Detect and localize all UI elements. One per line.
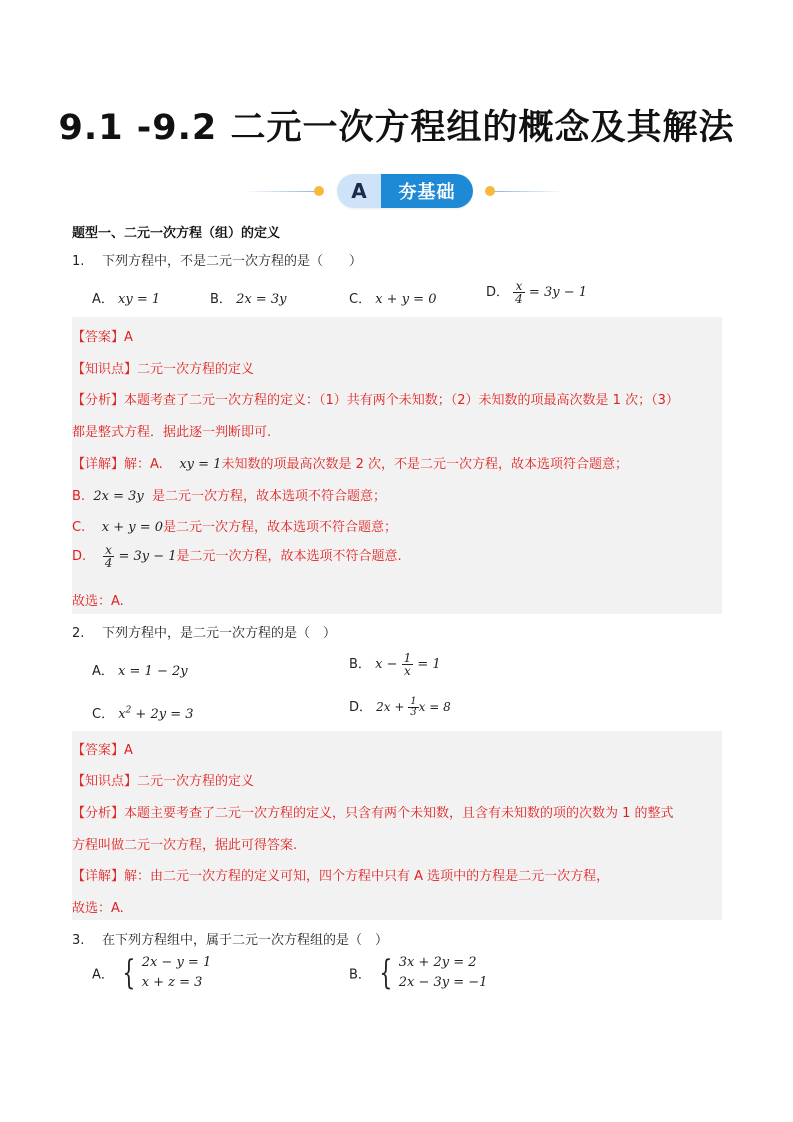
level-badge: A [337, 174, 381, 208]
detail-line-d [72, 544, 402, 569]
brace-icon: { [379, 953, 393, 993]
fraction-numerator: 1 [403, 651, 412, 665]
option-label: B． [210, 292, 232, 307]
q2-option-b [349, 652, 441, 677]
question-number: 1. [72, 254, 85, 269]
fraction [408, 697, 418, 718]
option-expr: 2x + [376, 700, 409, 714]
question-2 [72, 622, 336, 641]
question-1 [72, 250, 362, 269]
equation-system [118, 953, 211, 993]
option-expr: = 1 [413, 657, 441, 672]
page-title: 9.1 -9.2 二元一次方程组的概念及其解法 [58, 108, 735, 148]
analysis-line-2: 方程叫做二元一次方程，据此可得答案. [72, 838, 298, 853]
option-label: D． [349, 700, 373, 715]
q1-option-b [210, 288, 286, 307]
q1-answer-box [72, 317, 722, 614]
q1-option-c [349, 288, 436, 307]
banner-left-line [244, 191, 314, 192]
detail-label: B. [72, 489, 86, 504]
q1-option-a [92, 288, 160, 307]
fraction-denominator: 3 [410, 707, 417, 718]
question-stem: 在下列方程组中，属于二元一次方程组的是（ ） [102, 933, 389, 948]
q3-option-a [92, 953, 211, 993]
banner-left-dot [314, 186, 324, 196]
detail-text: 是二元一次方程，故本选项不符合题意； [151, 489, 386, 504]
option-expr: + 2y = 3 [131, 707, 194, 722]
detail-prefix: 【详解】解：A. [72, 457, 163, 472]
q2-answer-box [72, 731, 722, 920]
detail-label: D. [72, 549, 87, 564]
option-label: B． [349, 967, 371, 983]
detail-expr: x + y = 0 [101, 520, 164, 535]
system-lines [142, 953, 212, 993]
equation-system [375, 953, 487, 993]
option-expr: x [118, 707, 126, 722]
q2-option-a [92, 660, 188, 679]
fraction-numerator: 1 [410, 696, 417, 707]
option-label: D． [486, 285, 510, 300]
answer-line: 【答案】A [72, 330, 133, 345]
detail-text: 是二元一次方程，故本选项不符合题意. [176, 549, 402, 564]
option-label: A． [92, 292, 114, 307]
choice-line: 故选：A. [72, 901, 124, 916]
fraction [513, 280, 525, 305]
detail-expr: xy = 1 [179, 457, 222, 472]
knowledge-line: 【知识点】二元一次方程的定义 [72, 774, 255, 789]
brace-icon: { [122, 953, 136, 993]
knowledge-line: 【知识点】二元一次方程的定义 [72, 362, 255, 377]
option-expr: x + y = 0 [375, 292, 437, 307]
detail-expr: 2x = 3y [93, 489, 144, 504]
detail-expr: = 3y − 1 [114, 549, 177, 564]
banner-right-line [495, 191, 565, 192]
analysis-line-2: 都是整式方程．据此逐一判断即可. [72, 425, 272, 440]
option-expr: x − [375, 657, 402, 672]
fraction-denominator: 4 [104, 556, 113, 570]
option-label: B． [349, 657, 371, 672]
q2-option-c [92, 703, 194, 722]
level-pill [337, 174, 473, 208]
choice-line: 故选：A. [72, 594, 124, 609]
option-label: A． [92, 664, 114, 679]
system-lines [399, 953, 488, 993]
question-number: 2. [72, 626, 85, 641]
detail-line: 【详解】解：由二元一次方程的定义可知，四个方程中只有 A 选项中的方程是二元一次方程， [72, 869, 610, 884]
question-stem: 下列方程中，不是二元一次方程的是（ ） [102, 254, 363, 269]
analysis-line-1: 【分析】本题主要考查了二元一次方程的定义，只含有两个未知数，且含有未知数的项的次数为 1 的整式 [72, 806, 674, 821]
banner-right-dot [485, 186, 495, 196]
level-label: 夯基础 [381, 174, 473, 208]
option-expr: 2x = 3y [236, 292, 287, 307]
section-banner [0, 172, 793, 210]
q2-option-d [349, 696, 451, 718]
detail-line-c [72, 516, 397, 535]
fraction [402, 652, 414, 677]
question-3 [72, 929, 388, 948]
option-expr: = 3y − 1 [524, 285, 587, 300]
q1-option-d [486, 280, 587, 305]
option-exponent: 2 [125, 705, 132, 716]
analysis-line-1: 【分析】本题考查了二元一次方程的定义：（1）共有两个未知数；（2）未知数的项最高次数是 1 次；（3） [72, 393, 679, 408]
option-expr: x = 8 [418, 700, 451, 714]
option-expr: x = 1 − 2y [118, 664, 188, 679]
section-heading: 题型一、二元一次方程（组）的定义 [72, 226, 281, 241]
system-line: 2x − y = 1 [141, 955, 212, 970]
detail-line-a [72, 453, 628, 472]
detail-label: C. [72, 520, 86, 535]
option-label: A． [92, 967, 114, 983]
fraction-denominator: x [402, 664, 414, 677]
fraction-numerator: x [105, 543, 112, 557]
q3-option-b [349, 953, 487, 993]
fraction [103, 544, 115, 569]
detail-text: 未知数的项最高次数是 2 次，不是二元一次方程，故本选项符合题意； [221, 457, 628, 472]
system-line: x + z = 3 [141, 975, 203, 990]
answer-line: 【答案】A [72, 743, 133, 758]
option-expr: xy = 1 [118, 292, 161, 307]
question-stem: 下列方程中，是二元一次方程的是（ ） [102, 626, 337, 641]
system-line: 2x − 3y = −1 [398, 975, 488, 990]
question-number: 3. [72, 933, 85, 948]
system-line: 3x + 2y = 2 [398, 955, 477, 970]
option-label: C． [92, 707, 115, 722]
detail-text: 是二元一次方程，故本选项不符合题意； [163, 520, 398, 535]
fraction-numerator: x [515, 279, 523, 293]
option-label: C． [349, 292, 372, 307]
detail-line-b [72, 485, 386, 504]
fraction-denominator: 4 [515, 292, 523, 306]
